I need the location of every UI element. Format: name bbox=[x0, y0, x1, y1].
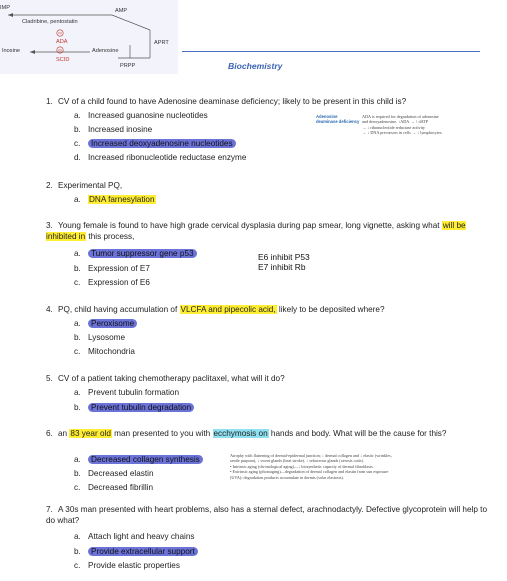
q1-answer-highlight: Increased deoxyadenosine nucleotides bbox=[88, 139, 236, 148]
question-2: 2. Experimental PQ, bbox=[46, 181, 123, 190]
question-7: 7. A 30s man presented with heart problems, also has a sternal defect, arachnodactyly. Defective glycoprotein will help to do what? bbox=[46, 505, 488, 525]
pathway-figure bbox=[0, 0, 178, 74]
q5-option-b[interactable]: b. Prevent tubulin degradation bbox=[74, 403, 194, 413]
q3-option-c[interactable]: c. Expression of E6 bbox=[74, 278, 150, 287]
fig-inosine: Inosine bbox=[2, 48, 21, 54]
q6-option-c[interactable]: c. Decreased fibrillin bbox=[74, 483, 154, 492]
q2-option-a[interactable]: a. DNA farnesylation bbox=[74, 195, 155, 204]
q4-option-a[interactable]: a. Peroxisome bbox=[74, 319, 137, 329]
aging-note: Atrophy with flattening of dermal-epidermal junction; ↓ dermal collagen and ↓ elastic (wrinkles, senile purpura), ↓ sweat glands (heat stroke), ↓ sebaceous glands (xerosis cutis). • Intrinsic aging (chronological aging)—↓ biosynthetic capacity of dermal fibroblasts. • Extrinsic aging (photoaging)—degradation of dermal collagen and elastin from sun exposure (UVA); degradation products accumulate in dermis (solar elastosis). bbox=[230, 453, 392, 480]
ada-note-label: Adenosine deaminase deficiency bbox=[316, 114, 360, 125]
e7-note: E7 inhibit Rb bbox=[258, 262, 306, 272]
page-title: Biochemistry bbox=[228, 61, 283, 71]
e6-note: E6 inhibit P53 bbox=[258, 252, 310, 262]
q1-option-d[interactable]: d. Increased ribonucleotide reductase enzyme bbox=[74, 153, 247, 162]
q7-option-c[interactable]: c. Provide elastic properties bbox=[74, 561, 180, 570]
fig-cladribine: Cladribine, pentostatin bbox=[22, 19, 78, 25]
q6-option-b[interactable]: b. Decreased elastin bbox=[74, 469, 154, 478]
ada-note-text: ADA is required for degradation of adenosine and deoxyadenosine. ↓ADA → ↑ dATP → ↓ ribonucleotide reductase activity → ↓ DNA precursors in cells → ↓ lymphocytes. bbox=[362, 114, 443, 136]
question-3: 3. Young female is found to have high grade cervical dysplasia during pap smear, long vignette, asking what will be inhibited in this process, bbox=[46, 221, 466, 241]
question-4: 4. PQ, child having accumulation of VLCFA and pipecolic acid, likely to be deposited where? bbox=[46, 305, 385, 314]
q1-option-c[interactable]: c. Increased deoxyadenosine nucleotides bbox=[74, 139, 236, 149]
q1-option-a[interactable]: a. Increased guanosine nucleotides bbox=[74, 111, 208, 120]
q7-option-a[interactable]: a. Attach light and heavy chains bbox=[74, 532, 195, 541]
question-1: 1. CV of a child found to have Adenosine deaminase deficiency; likely to be present in this child is? bbox=[46, 97, 407, 106]
fig-scid: SCID bbox=[56, 57, 70, 63]
q3-option-b[interactable]: b. Expression of E7 bbox=[74, 264, 150, 273]
fig-ada: ADA bbox=[56, 39, 68, 45]
q5-option-a[interactable]: a. Prevent tubulin formation bbox=[74, 388, 180, 397]
fig-amp: AMP bbox=[115, 8, 128, 14]
q4-option-b[interactable]: b. Lysosome bbox=[74, 333, 126, 342]
question-5: 5. CV of a patient taking chemotherapy paclitaxel, what will it do? bbox=[46, 374, 285, 383]
q7-option-b[interactable]: b. Provide extracellular support bbox=[74, 547, 198, 557]
q1-option-b[interactable]: b. Increased inosine bbox=[74, 125, 153, 134]
header-divider bbox=[182, 51, 480, 52]
pathway-arrows bbox=[0, 0, 178, 74]
fig-aprt: APRT bbox=[154, 40, 169, 46]
q4-option-c[interactable]: c. Mitochondria bbox=[74, 347, 135, 356]
fig-adenosine: Adenosine bbox=[92, 48, 119, 54]
q6-option-a[interactable]: a. Decreased collagen synthesis bbox=[74, 455, 203, 465]
question-6: 6. an 83 year old man presented to you with ecchymosis on hands and body. What will be the cause for this? bbox=[46, 429, 447, 438]
fig-prpp: PRPP bbox=[120, 63, 136, 69]
fig-imp: IMP bbox=[0, 5, 10, 11]
q3-option-a[interactable]: a. Tumor suppressor gene p53 bbox=[74, 249, 197, 259]
